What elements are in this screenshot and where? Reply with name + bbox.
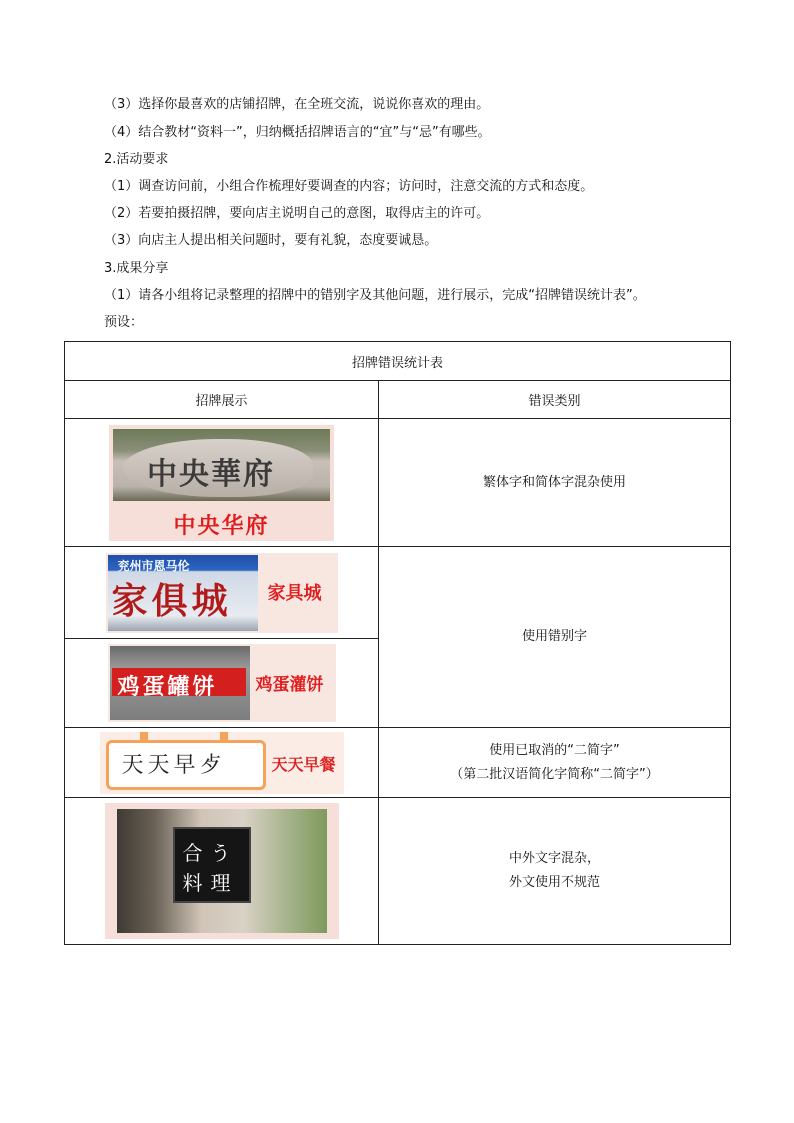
sign-cell (65, 798, 379, 945)
error-stat-table (64, 341, 731, 945)
sign-image-zhongyang (109, 425, 334, 541)
table-title: 招牌错误统计表 (65, 342, 731, 381)
paragraph: （4）结合教材“资料一”，归纳概括招牌语言的“宜”与“忌”有哪些。 (104, 125, 491, 140)
error-type-cell (379, 798, 731, 945)
hanging-sign (173, 827, 251, 903)
sign-caption: 中央华府 (173, 513, 270, 539)
sign-photo-text: 中央華府 (147, 456, 275, 492)
sign-image-ryouri (105, 803, 339, 939)
paragraph: （2）若要拍摄招牌，要向店主说明自己的意图，取得店主的许可。 (104, 206, 490, 221)
section-heading: 3.成果分享 (104, 261, 169, 276)
error-type-note: （第二批汉语简化字简称“二简字”） (450, 766, 659, 782)
sign-caption: 家具城 (267, 582, 322, 604)
sign-image-jidan (108, 644, 336, 722)
sign-image-tiantian (100, 732, 344, 794)
sign-photo-text: 家俱城 (111, 580, 232, 622)
sign-photo (110, 646, 250, 720)
sign-photo-top-text: 兖州市恩马伦 (117, 558, 190, 573)
sign-cell (65, 728, 379, 798)
sign-photo-text: 鸡蛋罐饼 (117, 675, 218, 700)
error-type-text: 外文使用不规范 (508, 875, 600, 890)
sign-photo-text: 料理 (182, 871, 239, 895)
sign-photo-text: 合う (182, 841, 239, 865)
paragraph: （1）请各小组将记录整理的招牌中的错别字及其他问题，进行展示，完成“招牌错误统计表”。 (104, 288, 646, 303)
error-type-text: 中外文字混杂， (508, 851, 600, 866)
error-type-cell (379, 419, 731, 547)
sign-photo (108, 555, 258, 631)
error-type-text: 使用已取消的“二简字” (489, 742, 620, 758)
sign-photo (113, 429, 330, 501)
error-type-text: 使用错别字 (521, 629, 587, 644)
paragraph: （3）选择你最喜欢的店铺招牌，在全班交流，说说你喜欢的理由。 (104, 97, 490, 112)
sign-cell (65, 639, 379, 728)
sign-cell (65, 547, 379, 639)
column-header-sign: 招牌展示 (65, 381, 379, 419)
paragraph: （3）向店主人提出相关问题时，要有礼貌，态度要诚恳。 (104, 233, 438, 248)
sign-image-jiaju (106, 553, 338, 633)
paragraph: 预设： (104, 315, 144, 330)
error-type-cell (379, 728, 731, 798)
section-heading: 2.活动要求 (104, 152, 169, 167)
error-type-cell (379, 547, 731, 728)
sign-photo-text: 天天早歺 (121, 752, 226, 778)
sign-caption: 鸡蛋灌饼 (255, 675, 324, 695)
error-type-text: 繁体字和简体字混杂使用 (482, 474, 626, 490)
column-header-error: 错误类别 (379, 381, 731, 419)
paragraph: （1）调查访问前，小组合作梳理好要调查的内容；访问时，注意交流的方式和态度。 (104, 179, 594, 194)
sign-caption: 天天早餐 (271, 754, 336, 774)
sign-cell (65, 419, 379, 547)
